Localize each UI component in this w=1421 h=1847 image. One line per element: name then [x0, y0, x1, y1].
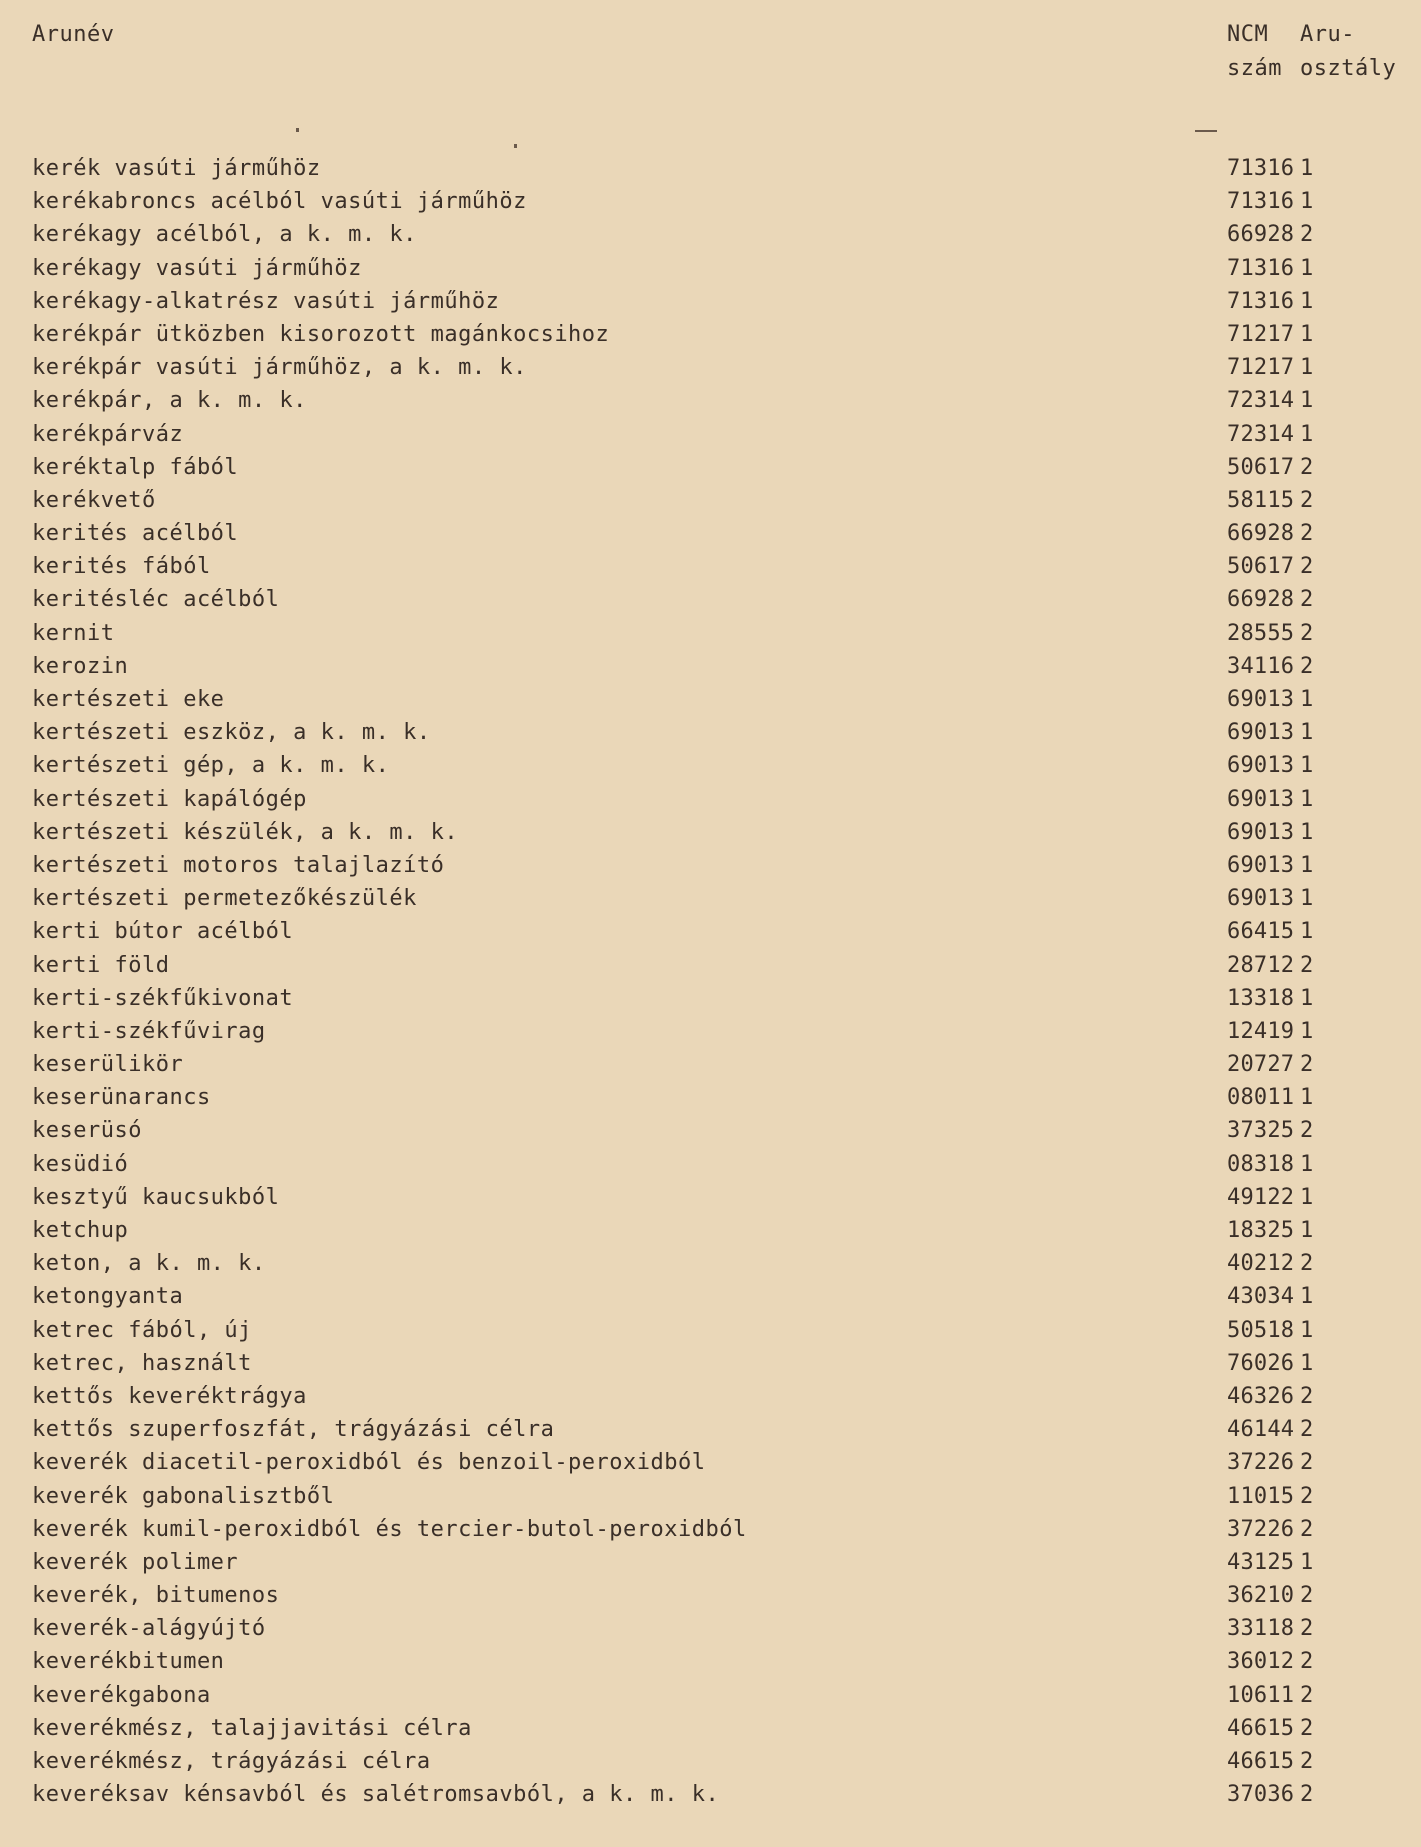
item-name: kerékvető	[32, 487, 156, 513]
list-item	[0, 617, 1421, 650]
list-item	[0, 749, 1421, 782]
item-ncm-number: 71316	[1227, 156, 1295, 181]
item-name: keton, a k. m. k.	[32, 1251, 266, 1277]
item-ncm-number: 20727	[1227, 1052, 1295, 1078]
item-ncm-number: 71217	[1227, 321, 1295, 347]
item-name: kettős keveréktrágya	[32, 1383, 307, 1409]
item-class: 1	[1300, 355, 1314, 381]
item-class: 2	[1300, 1516, 1314, 1542]
item-class: 2	[1300, 952, 1314, 978]
item-name: kertészeti permetezőkészülék	[32, 886, 417, 912]
item-class: 1	[1300, 1317, 1314, 1343]
item-ncm-number: 11015	[1227, 1483, 1295, 1509]
list-item	[0, 949, 1421, 982]
item-name: kerék vasúti járműhöz	[32, 156, 321, 181]
item-name: keverékbitumen	[32, 1649, 225, 1675]
item-class: 1	[1300, 1184, 1314, 1210]
item-name: keverék gabonalisztből	[32, 1483, 335, 1509]
list-item	[0, 1712, 1421, 1745]
item-ncm-number: 69013	[1227, 819, 1295, 845]
list-item	[0, 351, 1421, 384]
item-class: 1	[1300, 321, 1314, 347]
item-ncm-number: 46615	[1227, 1749, 1295, 1774]
list-item	[0, 285, 1421, 318]
item-class: 2	[1300, 1616, 1314, 1642]
list-item	[0, 252, 1421, 285]
list-item	[0, 583, 1421, 616]
list-item	[0, 1214, 1421, 1247]
item-class: 1	[1300, 852, 1314, 878]
item-name: kerékabroncs acélból vasúti járműhöz	[32, 189, 527, 215]
list-item	[0, 915, 1421, 948]
item-name: ketrec fából, új	[32, 1317, 252, 1343]
scan-speck	[1195, 130, 1217, 132]
item-ncm-number: 66415	[1227, 919, 1295, 945]
list-item	[0, 451, 1421, 484]
item-ncm-number: 36012	[1227, 1649, 1295, 1675]
item-class: 2	[1300, 1583, 1314, 1609]
item-ncm-number: 46144	[1227, 1417, 1295, 1443]
scan-speck	[296, 128, 299, 132]
list-item	[0, 1546, 1421, 1579]
item-ncm-number: 18325	[1227, 1218, 1295, 1243]
item-class: 2	[1300, 1649, 1314, 1675]
item-class: 2	[1300, 554, 1314, 580]
list-item	[0, 1048, 1421, 1081]
item-name: keverék polimer	[32, 1549, 239, 1575]
item-class: 2	[1300, 1417, 1314, 1443]
item-ncm-number: 43125	[1227, 1549, 1295, 1575]
item-ncm-number: 76026	[1227, 1350, 1295, 1376]
list-item	[0, 1745, 1421, 1778]
item-ncm-number: 69013	[1227, 852, 1295, 878]
item-class: 1	[1300, 819, 1314, 845]
item-class: 1	[1300, 786, 1314, 812]
item-ncm-number: 28712	[1227, 952, 1295, 978]
item-class: 1	[1300, 1151, 1314, 1177]
item-class: 2	[1300, 587, 1314, 613]
item-ncm-number: 69013	[1227, 720, 1295, 746]
header-ncm-line1: NCM	[1227, 22, 1269, 47]
list-item	[0, 683, 1421, 716]
item-ncm-number: 71316	[1227, 288, 1295, 314]
item-class: 2	[1300, 521, 1314, 547]
item-name: keverékmész, trágyázási célra	[32, 1749, 431, 1774]
item-class: 1	[1300, 1218, 1314, 1243]
list-item	[0, 1679, 1421, 1712]
list-item	[0, 550, 1421, 583]
header-name-text: Arunév	[32, 22, 115, 47]
list-item	[0, 1247, 1421, 1280]
list-item	[0, 484, 1421, 517]
list-item	[0, 1114, 1421, 1147]
list-item	[0, 1081, 1421, 1114]
item-name: kertészeti gép, a k. m. k.	[32, 753, 390, 779]
item-class: 2	[1300, 1715, 1314, 1741]
item-class: 2	[1300, 1782, 1314, 1808]
item-ncm-number: 66928	[1227, 521, 1295, 547]
item-ncm-number: 12419	[1227, 1018, 1295, 1044]
list-item	[0, 1380, 1421, 1413]
item-class: 2	[1300, 1383, 1314, 1409]
list-item	[0, 152, 1421, 185]
list-item	[0, 517, 1421, 550]
item-name: kerékpár ütközben kisorozott magánkocsihoz	[32, 321, 610, 347]
list-item	[0, 1347, 1421, 1380]
item-name: kesztyű kaucsukból	[32, 1184, 280, 1210]
item-name: kerités fából	[32, 554, 211, 580]
item-name: kertészeti készülék, a k. m. k.	[32, 819, 459, 845]
list-item	[0, 716, 1421, 749]
list-item	[0, 1015, 1421, 1048]
item-ncm-number: 69013	[1227, 786, 1295, 812]
item-class: 2	[1300, 653, 1314, 679]
item-name: keserüsó	[32, 1118, 142, 1144]
item-name: kernit	[32, 620, 115, 646]
item-class: 1	[1300, 919, 1314, 945]
item-name: kerékagy vasúti járműhöz	[32, 255, 362, 281]
item-name: kerékagy acélból, a k. m. k.	[32, 222, 417, 248]
item-class: 1	[1300, 421, 1314, 447]
list-item	[0, 384, 1421, 417]
item-ncm-number: 58115	[1227, 487, 1295, 513]
item-class: 1	[1300, 288, 1314, 314]
header-class-line2: osztály	[1300, 56, 1397, 81]
item-class: 1	[1300, 388, 1314, 414]
item-name: kerti föld	[32, 952, 170, 978]
item-name: kerékpárváz	[32, 421, 184, 447]
item-ncm-number: 36210	[1227, 1583, 1295, 1609]
item-name: keverék, bitumenos	[32, 1583, 280, 1609]
column-header-class	[1300, 18, 1396, 86]
list-item	[0, 1413, 1421, 1446]
item-class: 2	[1300, 1483, 1314, 1509]
item-class: 2	[1300, 1118, 1314, 1144]
item-name: kerékpár vasúti járműhöz, a k. m. k.	[32, 355, 527, 381]
list-item	[0, 1612, 1421, 1645]
item-name: keserülikör	[32, 1052, 184, 1078]
entry-list	[0, 152, 1421, 1811]
item-class: 2	[1300, 1749, 1314, 1774]
item-class: 2	[1300, 1251, 1314, 1277]
item-name: keréktalp fából	[32, 454, 239, 480]
item-ncm-number: 50617	[1227, 554, 1295, 580]
item-ncm-number: 50518	[1227, 1317, 1295, 1343]
item-class: 2	[1300, 1052, 1314, 1078]
item-class: 2	[1300, 1450, 1314, 1476]
item-name: keritésléc acélból	[32, 587, 280, 613]
item-ncm-number: 71316	[1227, 255, 1295, 281]
item-class: 2	[1300, 222, 1314, 248]
item-name: ketchup	[32, 1218, 129, 1243]
item-class: 2	[1300, 1682, 1314, 1708]
list-item	[0, 1314, 1421, 1347]
item-ncm-number: 69013	[1227, 687, 1295, 712]
item-ncm-number: 66928	[1227, 587, 1295, 613]
item-name: keserünarancs	[32, 1085, 211, 1111]
header-class-line1: Aru-	[1300, 22, 1355, 47]
item-ncm-number: 08011	[1227, 1085, 1295, 1111]
item-class: 1	[1300, 189, 1314, 215]
item-name: keverék diacetil-peroxidból és benzoil-peroxidból	[32, 1450, 706, 1476]
item-class: 1	[1300, 886, 1314, 912]
item-name: keverék-alágyújtó	[32, 1616, 266, 1642]
item-name: kerités acélból	[32, 521, 239, 547]
list-item	[0, 318, 1421, 351]
item-name: keverék kumil-peroxidból és tercier-butol-peroxidból	[32, 1516, 747, 1542]
item-ncm-number: 71217	[1227, 355, 1295, 381]
item-ncm-number: 50617	[1227, 454, 1295, 480]
item-ncm-number: 72314	[1227, 388, 1295, 414]
item-ncm-number: 37036	[1227, 1782, 1295, 1808]
item-class: 1	[1300, 1085, 1314, 1111]
item-name: keverékgabona	[32, 1682, 211, 1708]
item-class: 2	[1300, 454, 1314, 480]
list-item	[0, 849, 1421, 882]
item-ncm-number: 28555	[1227, 620, 1295, 646]
list-item	[0, 185, 1421, 218]
scan-speck	[514, 144, 517, 148]
item-ncm-number: 66928	[1227, 222, 1295, 248]
item-name: kertészeti eke	[32, 687, 225, 712]
list-item	[0, 816, 1421, 849]
item-name: ketongyanta	[32, 1284, 184, 1310]
item-class: 1	[1300, 255, 1314, 281]
list-item	[0, 1480, 1421, 1513]
item-class: 2	[1300, 620, 1314, 646]
item-name: kettős szuperfoszfát, trágyázási célra	[32, 1417, 555, 1443]
item-ncm-number: 13318	[1227, 985, 1295, 1011]
list-item	[0, 1446, 1421, 1479]
item-name: kerékpár, a k. m. k.	[32, 388, 307, 414]
item-name: kerékagy-alkatrész vasúti járműhöz	[32, 288, 500, 314]
list-item	[0, 1148, 1421, 1181]
item-class: 1	[1300, 985, 1314, 1011]
list-item	[0, 882, 1421, 915]
item-name: ketrec, használt	[32, 1350, 252, 1376]
item-ncm-number: 40212	[1227, 1251, 1295, 1277]
item-class: 1	[1300, 156, 1314, 181]
list-item	[0, 783, 1421, 816]
list-item	[0, 1181, 1421, 1214]
item-ncm-number: 37226	[1227, 1450, 1295, 1476]
item-ncm-number: 34116	[1227, 653, 1295, 679]
item-class: 1	[1300, 720, 1314, 746]
item-ncm-number: 33118	[1227, 1616, 1295, 1642]
item-class: 1	[1300, 1284, 1314, 1310]
item-name: kertészeti eszköz, a k. m. k.	[32, 720, 431, 746]
list-item	[0, 1280, 1421, 1313]
list-item	[0, 418, 1421, 451]
item-ncm-number: 08318	[1227, 1151, 1295, 1177]
item-name: kesüdió	[32, 1151, 129, 1177]
item-class: 1	[1300, 1350, 1314, 1376]
item-ncm-number: 71316	[1227, 189, 1295, 215]
column-header-ncm	[1227, 18, 1282, 86]
item-name: kerti-székfűkivonat	[32, 985, 294, 1011]
item-name: kerozin	[32, 653, 129, 679]
item-ncm-number: 37226	[1227, 1516, 1295, 1542]
item-name: kerti bútor acélból	[32, 919, 294, 945]
list-item	[0, 1778, 1421, 1811]
header-ncm-line2: szám	[1227, 56, 1282, 81]
item-ncm-number: 72314	[1227, 421, 1295, 447]
column-header-name	[32, 18, 114, 52]
item-class: 1	[1300, 1018, 1314, 1044]
list-item	[0, 1513, 1421, 1546]
item-name: keverékmész, talajjavitási célra	[32, 1715, 472, 1741]
item-ncm-number: 43034	[1227, 1284, 1295, 1310]
item-name: kertészeti kapálógép	[32, 786, 307, 812]
list-item	[0, 218, 1421, 251]
item-ncm-number: 46326	[1227, 1383, 1295, 1409]
item-name: keveréksav kénsavból és salétromsavból, a k. m. k.	[32, 1782, 720, 1808]
list-item	[0, 1645, 1421, 1678]
item-ncm-number: 37325	[1227, 1118, 1295, 1144]
item-name: kertészeti motoros talajlazító	[32, 852, 445, 878]
item-class: 1	[1300, 687, 1314, 712]
item-ncm-number: 69013	[1227, 886, 1295, 912]
item-ncm-number: 10611	[1227, 1682, 1295, 1708]
item-ncm-number: 69013	[1227, 753, 1295, 779]
item-ncm-number: 46615	[1227, 1715, 1295, 1741]
item-class: 1	[1300, 753, 1314, 779]
list-item	[0, 1579, 1421, 1612]
item-name: kerti-székfűvirag	[32, 1018, 266, 1044]
item-ncm-number: 49122	[1227, 1184, 1295, 1210]
list-item	[0, 650, 1421, 683]
item-class: 1	[1300, 1549, 1314, 1575]
list-item	[0, 982, 1421, 1015]
item-class: 2	[1300, 487, 1314, 513]
